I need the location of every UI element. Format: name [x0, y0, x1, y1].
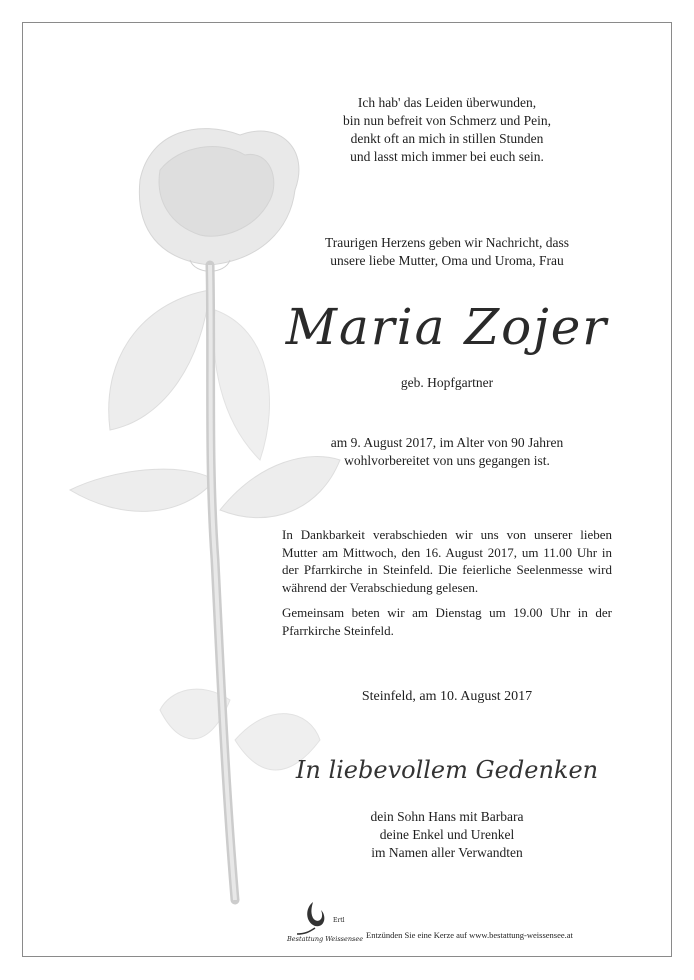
verse-line: bin nun befreit von Schmerz und Pein, — [342, 113, 552, 128]
logo-tag: Ertl — [333, 917, 345, 924]
memorial-heading: In liebevollem Gedenken — [295, 756, 599, 784]
date-line: wohlvorbereitet von uns gegangen ist. — [344, 453, 550, 468]
mourner-line: dein Sohn Hans mit Barbara — [370, 809, 524, 824]
intro-line: unsere liebe Mutter, Oma und Uroma, Frau — [330, 253, 564, 268]
mourner-line: deine Enkel und Urenkel — [379, 827, 515, 842]
farewell-paragraph: In Dankbarkeit verabschieden wir uns von unserer lieben Mutter am Mittwoch, den 16. August 2017, um 11.00 Uhr in der Pfarrkirche in Steinfeld. Die feierliche Seelenmesse wird während der Verabschiedung gelesen. — [282, 527, 612, 595]
prayer-paragraph: Gemeinsam beten wir am Dienstag um 19.00 Uhr in der Pfarrkirche Steinfeld. — [282, 605, 612, 638]
mourner-line: im Namen aller Verwandten — [371, 845, 523, 860]
date-line: am 9. August 2017, im Alter von 90 Jahren — [330, 435, 564, 450]
funeral-home-logo — [285, 898, 364, 944]
poem-verse — [282, 94, 612, 166]
mourners-list — [282, 808, 612, 862]
footer — [285, 898, 615, 944]
announcement-intro — [282, 234, 612, 270]
birth-name: geb. Hopfgartner — [400, 375, 494, 390]
verse-line: denkt oft an mich in stillen Stunden — [350, 131, 544, 146]
death-date — [282, 434, 612, 470]
deceased-name: Maria Zojer — [285, 298, 609, 356]
intro-line: Traurigen Herzens geben wir Nachricht, dass — [325, 235, 569, 250]
candle-link[interactable]: Entzünden Sie eine Kerze auf www.bestattung-weissensee.at — [366, 930, 573, 940]
verse-line: und lasst mich immer bei euch sein. — [350, 149, 544, 164]
verse-line: Ich hab' das Leiden überwunden, — [357, 95, 537, 110]
place-date: Steinfeld, am 10. August 2017 — [361, 689, 533, 704]
logo-text: Bestattung Weissensee — [287, 935, 364, 943]
